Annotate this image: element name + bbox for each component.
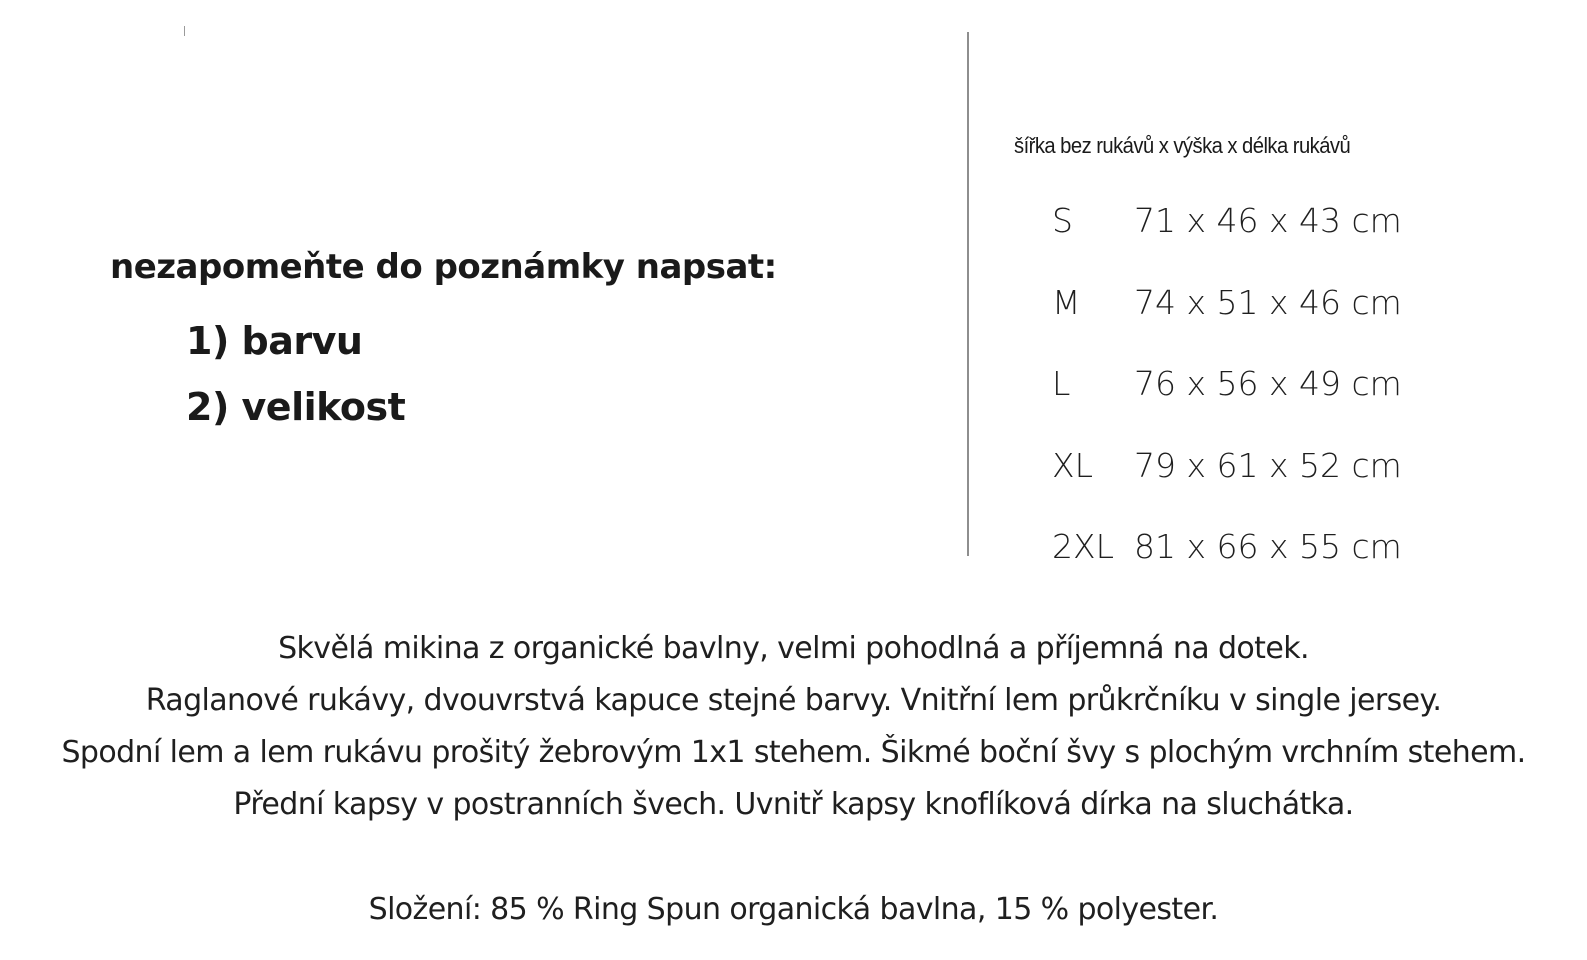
size-dimensions: 74 x 51 x 46 cm <box>1134 282 1402 322</box>
material-composition: Složení: 85 % Ring Spun organická bavlna, 15 % polyester. <box>368 892 1219 927</box>
size-dimensions: 79 x 61 x 52 cm <box>1134 445 1402 485</box>
description-line: Spodní lem a lem rukávu prošitý žebrovým 1x1 stehem. Šikmé boční švy s plochým vrchním stehem. <box>61 735 1526 770</box>
corner-tick-mark <box>184 26 185 36</box>
size-dimensions: 76 x 56 x 49 cm <box>1134 364 1402 404</box>
size-label: XL <box>1052 445 1093 485</box>
reminder-title: nezapomeňte do poznámky napsat: <box>110 247 777 287</box>
size-row <box>1052 180 1402 262</box>
size-row <box>1052 343 1402 425</box>
product-description <box>0 623 1587 831</box>
reminder-item-color: 1) barvu <box>186 319 363 363</box>
order-note-reminder <box>110 240 930 440</box>
size-chart-header: šířka bez rukávů x výška x délka rukávů <box>1014 133 1351 158</box>
size-table <box>1052 180 1402 588</box>
size-dimensions: 81 x 66 x 55 cm <box>1134 527 1402 567</box>
size-label: 2XL <box>1052 527 1114 567</box>
size-label: L <box>1052 364 1071 404</box>
size-dimensions: 71 x 46 x 43 cm <box>1134 201 1402 241</box>
size-row <box>1052 425 1402 507</box>
size-label: S <box>1052 201 1073 241</box>
description-line: Raglanové rukávy, dvouvrstvá kapuce stejné barvy. Vnitřní lem průkrčníku v single jersey. <box>145 683 1442 718</box>
description-line: Přední kapsy v postranních švech. Uvnitř kapsy knoflíková dírka na sluchátka. <box>233 787 1354 822</box>
size-row <box>1052 506 1402 588</box>
reminder-item-size: 2) velikost <box>186 385 406 429</box>
size-row <box>1052 262 1402 344</box>
reminder-list <box>186 308 930 440</box>
description-line: Skvělá mikina z organické bavlny, velmi pohodlná a příjemná na dotek. <box>278 631 1309 666</box>
vertical-divider <box>967 32 969 556</box>
size-label: M <box>1052 282 1081 322</box>
